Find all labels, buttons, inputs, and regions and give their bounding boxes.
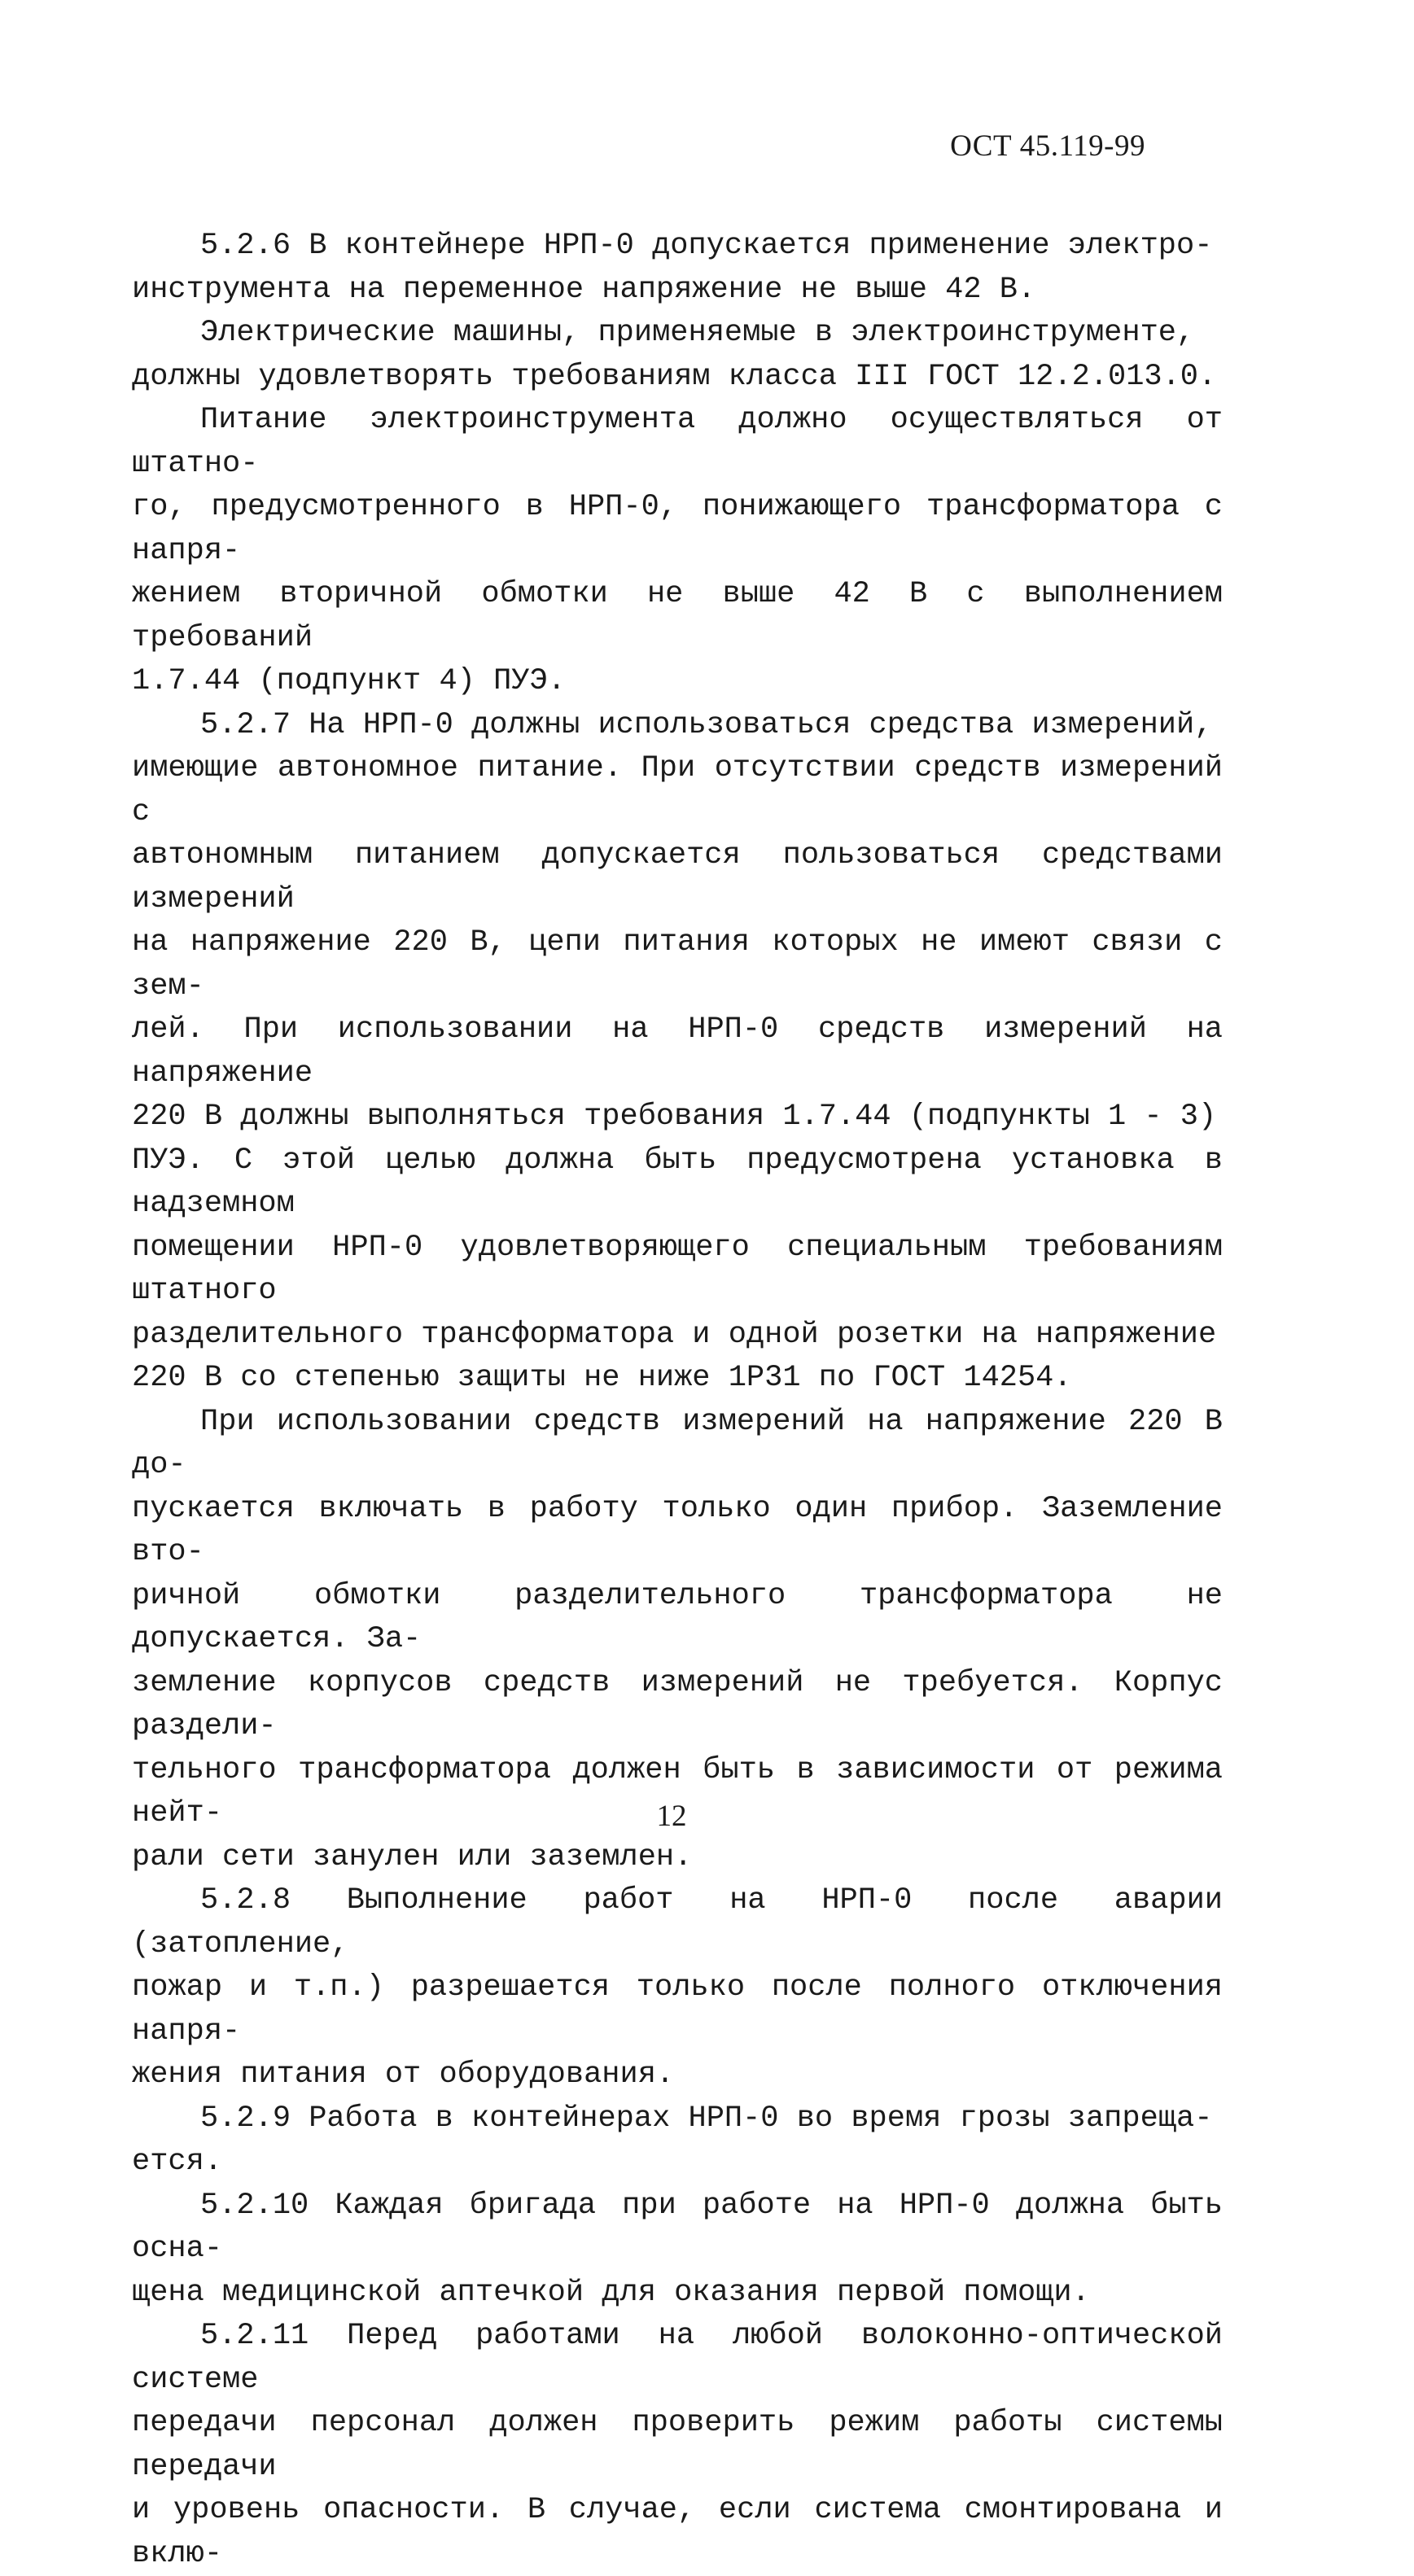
paragraph-power-supply: Питание электроинструмента должно осуществляться от штатно- го, предусмотренного в НРП-0, понижающего трансформатора с напря- жением вторичной обмотки не выше 42 В с выполнением требований 1.7.44 (подпункт 4) ПУЭ. xyxy=(132,403,1223,698)
paragraph-5-2-8: 5.2.8 Выполнение работ на НРП-0 после аварии (затопление, пожар и т.п.) разрешается только после полного отключения напря- жения питания от оборудования. xyxy=(132,1883,1223,2092)
paragraph-5-2-7: 5.2.7 На НРП-0 должны использоваться средства измерений, имеющие автономное питание. При отсутствии средств измерений с автономным питанием допускается пользоваться средствами измерений на напряжение 220 В, цепи питания которых не имеют связи с зем- лей. При использовании на НРП-0 средств измерений на напряжение 220 В должны выполняться требования 1.7.44 (подпункты 1 - 3) ПУЭ. С этой целью должна быть предусмотрена установка в надземном помещении НРП-0 удовлетворяющего специальным требованиям штатного разделительного трансформатора и одной розетки на напряжение 220 В со степенью защиты не ниже 1Р31 по ГОСТ 14254. xyxy=(132,707,1223,1395)
paragraph-5-2-6: 5.2.6 В контейнере НРП-0 допускается применение электро- инструмента на переменное напряжение не выше 42 В. xyxy=(132,229,1213,307)
page-number: 12 xyxy=(656,1800,687,1833)
document-code-header: ОСТ 45.119-99 xyxy=(950,129,1145,163)
paragraph-5-2-10: 5.2.10 Каждая бригада при работе на НРП-0 должна быть осна- щена медицинской аптечкой для оказания первой помощи. xyxy=(132,2188,1223,2310)
document-body xyxy=(132,225,1223,2576)
paragraph-5-2-11: 5.2.11 Перед работами на любой волоконно-оптической системе передачи персонал должен проверить режим работы системы передачи и уровень опасности. В случае, если система смонтирована и вклю- xyxy=(132,2319,1223,2571)
paragraph-measurement-220v: При использовании средств измерений на напряжение 220 В до- пускается включать в работу только один прибор. Заземление вто- ричной обмотки разделительного трансформатора не допускается. За- земление корпусов средств измерений не требуется. Корпус раздели- тельного трансформатора должен быть в зависимости от режима нейт- рали сети занулен или заземлен. xyxy=(132,1404,1223,1874)
paragraph-5-2-9: 5.2.9 Работа в контейнерах НРП-0 во время грозы запреща- ется. xyxy=(132,2101,1213,2179)
paragraph-electric-machines: Электрические машины, применяемые в электроинструменте, должны удовлетворять требованиям класса III ГОСТ 12.2.013.0. xyxy=(132,316,1217,394)
